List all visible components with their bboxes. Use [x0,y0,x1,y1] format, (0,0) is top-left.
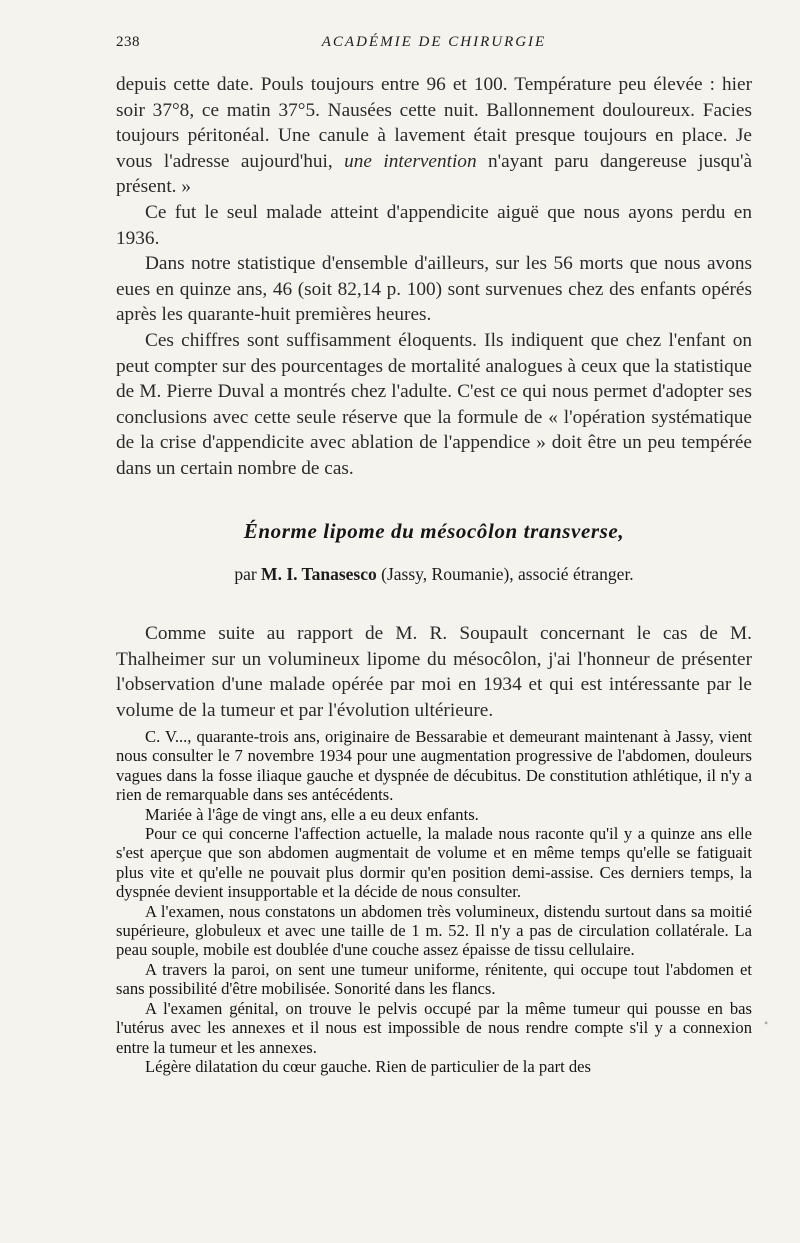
paragraph: Ces chiffres sont suffisamment éloquents. Ils indiquent que chez l'enfant on peut compter sur des pourcentages de mortalité analogues à ceux que la statistique de M. Pierre Duval a montrés chez l'adulte. C'est ce qui nous permet d'adopter ses conclusions avec cette seule réserve que la formule de « l'opération systématique de la crise d'appendicite avec ablation de l'appendice » doit être un peu tempérée dans un certain nombre de cas. [116,329,752,479]
paragraph: Comme suite au rapport de M. R. Soupault concernant le cas de M. Thalheimer sur un volumineux lipome du mésocôlon, j'ai l'honneur de présenter l'observation d'une malade opérée par moi en 1934 et qui est intéressante par le volume de la tumeur et par l'évolution ultérieure. [116,623,752,721]
running-title: ACADÉMIE DE CHIRURGIE [321,34,547,50]
article-intro [116,621,752,723]
margin-speck: • [764,1016,769,1030]
paragraph: C. V..., quarante-trois ans, originaire de Bessarabie et demeurant maintenant à Jassy, vient nous consulter le 7 novembre 1934 pour une augmentation progressive de l'abdomen, douleurs vagues dans la fosse iliaque gauche et dyspnée de décubitus. De constitution athlétique, il n'y a rien de remarquable dans ses antécédents. [116,727,752,805]
paragraph: Pour ce qui concerne l'affection actuelle, la malade nous raconte qu'il y a quinze ans elle s'est aperçue que son abdomen augmentait de volume et en même temps qu'elle se fatiguait plus vite et qu'elle ne pouvait plus dormir qu'en position demi-assise. Ces derniers temps, la dyspnée devient insupportable et la décide de nous consulter. [116,824,752,902]
paragraph: Ce fut le seul malade atteint d'appendicite aiguë que nous ayons perdu en 1936. [116,201,752,249]
paragraph: A l'examen, nous constatons un abdomen très volumineux, distendu surtout dans sa moitié supérieure, globuleux et avec une taille de 1 m. 52. Il n'y a pas de circulation collatérale. La peau souple, mobile est doublée d'une couche assez épaisse de tissu cellulaire. [116,901,752,960]
paragraph: A travers la paroi, on sent une tumeur uniforme, rénitente, qui occupe tout l'abdomen et sans possibilité d'être mobilisée. Sonorité dans les flancs. [116,959,752,999]
paragraph: Dans notre statistique d'ensemble d'ailleurs, sur les 56 morts que nous avons eues en quinze ans, 46 (soit 82,14 p. 100) sont survenues chez des enfants opérés après les quarante-huit premières heures. [116,253,752,326]
paragraph-continuation: depuis cette date. Pouls toujours entre 96 et 100. Température peu élevée : hier soir 37°8, ce matin 37°5. Nausées cette nuit. Ballonnement douloureux. Facies toujours péritonéal. Une canule à lavement était presque toujours en place. Je vous l'adresse aujourd'hui, une intervention n'ayant paru dangereuse jusqu'à présent. » [116,74,752,198]
paragraph: Légère dilatation du cœur gauche. Rien de particulier de la part des [145,1056,591,1076]
italic-phrase: une intervention [344,150,477,172]
article-title: Énorme lipome du mésocôlon transverse, [243,519,625,543]
page-number: 238 [116,34,140,50]
page-header [116,34,752,56]
case-observation [116,727,752,1076]
paragraph: Mariée à l'âge de vingt ans, elle a eu deux enfants. [145,804,479,824]
paragraph: A l'examen génital, on trouve le pelvis occupé par la même tumeur qui pousse en bas l'utérus avec les annexes et il nous est impossible de nous rendre compte s'il y a connexion entre la tumeur et les annexes. [116,998,752,1057]
author-name: M. I. Tanasesco [261,564,377,584]
previous-article-text [116,72,752,482]
article-byline: par M. I. Tanasesco (Jassy, Roumanie), associé étranger. [234,564,634,584]
